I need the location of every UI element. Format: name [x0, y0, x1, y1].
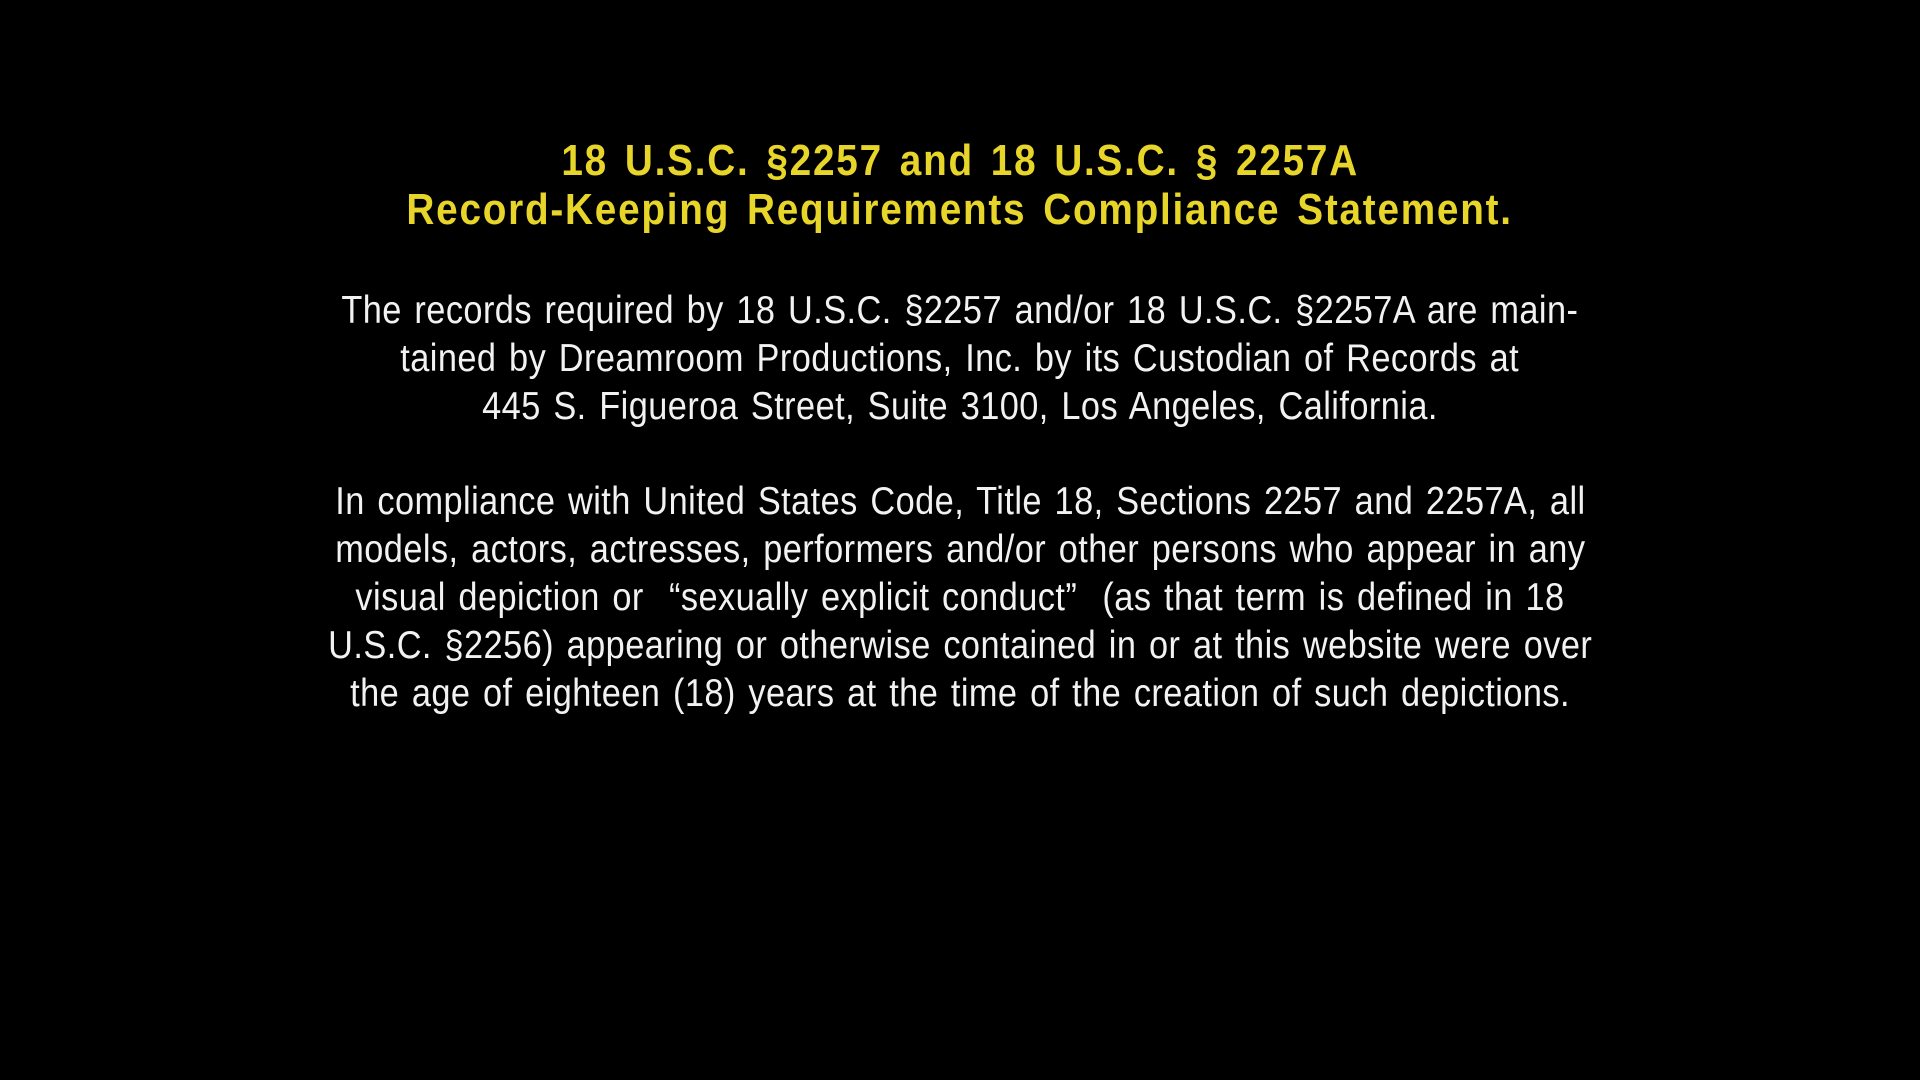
- compliance-line-2: models, actors, actresses, performers and/or other persons who appear in any: [334, 528, 1586, 571]
- paragraph-row: [0, 622, 1920, 670]
- compliance-line-3: visual depiction or “sexually explicit conduct” (as that term is defined in 18: [355, 576, 1565, 619]
- paragraph-row: [0, 335, 1920, 383]
- paragraph-row: [0, 383, 1920, 431]
- compliance-line-1: In compliance with United States Code, Title 18, Sections 2257 and 2257A, all: [334, 480, 1586, 523]
- custodian-line-3-address: 445 S. Figueroa Street, Suite 3100, Los Angeles, California.: [482, 385, 1438, 428]
- page-title: [0, 136, 1920, 234]
- compliance-line-5: the age of eighteen (18) years at the time of the creation of such depictions.: [350, 672, 1570, 715]
- compliance-line-4: U.S.C. §2256) appearing or otherwise contained in or at this website were over: [327, 624, 1593, 667]
- custodian-line-2: tained by Dreamroom Productions, Inc. by its Custodian of Records at: [400, 337, 1520, 380]
- custodian-of-records-paragraph: [0, 287, 1920, 431]
- title-row: [0, 185, 1920, 234]
- title-row: [0, 136, 1920, 185]
- paragraph-row: [0, 670, 1920, 718]
- paragraph-row: [0, 478, 1920, 526]
- paragraph-row: [0, 526, 1920, 574]
- title-line-usc-codes: 18 U.S.C. §2257 and 18 U.S.C. § 2257A: [561, 136, 1359, 185]
- title-line-record-keeping: Record-Keeping Requirements Compliance Statement.: [406, 185, 1514, 234]
- paragraph-row: [0, 574, 1920, 622]
- paragraph-row: [0, 287, 1920, 335]
- age-compliance-paragraph: [0, 478, 1920, 718]
- custodian-line-1: The records required by 18 U.S.C. §2257 and/or 18 U.S.C. §2257A are main-: [341, 289, 1579, 332]
